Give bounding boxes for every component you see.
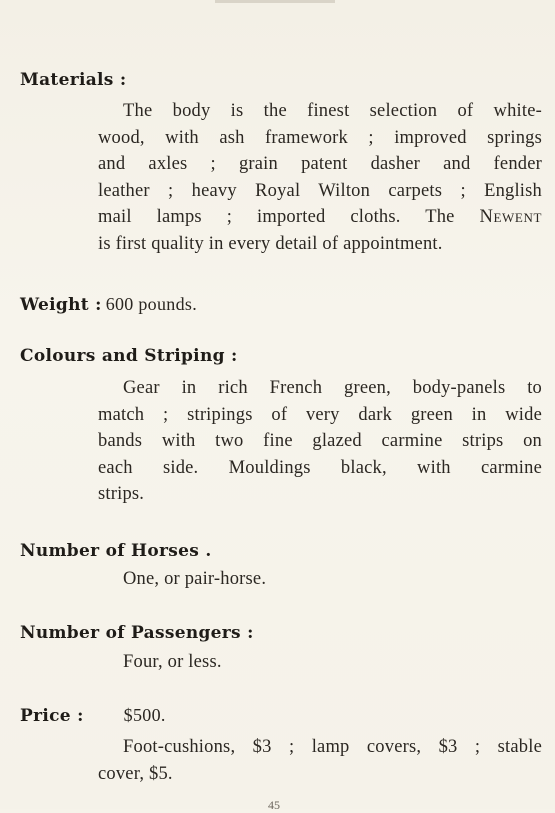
materials-line-2: wood, with ash framework ; improved springs (98, 127, 542, 148)
materials-line-6: is first quality in every detail of appointment. (98, 233, 443, 254)
passengers-heading: Number of Passengers : (20, 623, 254, 643)
colours-heading: Colours and Striping : (20, 346, 238, 366)
colours-paragraph (98, 375, 542, 508)
colours-line-4: each side. Mouldings black, with carmine (98, 457, 542, 478)
materials-line-5-text: mail lamps ; imported cloths. The (98, 207, 455, 227)
page-number: 45 (268, 798, 280, 812)
weight-heading: Weight : (20, 295, 102, 315)
colours-line-5: strips. (98, 484, 145, 504)
weight-row (20, 294, 197, 315)
materials-heading: Materials : (20, 70, 127, 90)
price-row (20, 705, 166, 726)
top-edge-mark (215, 0, 335, 3)
materials-line-4: leather ; heavy Royal Wilton carpets ; English (98, 180, 542, 201)
price-line-2: cover, $5. (98, 763, 173, 784)
colours-line-3: bands with two fine glazed carmine strips on (98, 431, 542, 451)
price-line-1: Foot-cushions, $3 ; lamp covers, $3 ; stable (123, 737, 542, 757)
brand-name: Newent (479, 207, 542, 227)
colours-line-2: match ; stripings of very dark green in wide (98, 404, 542, 425)
materials-line-5 (98, 204, 542, 231)
price-paragraph (98, 734, 542, 787)
passengers-paragraph (98, 649, 542, 676)
materials-line-3: and axles ; grain patent dasher and fender (98, 154, 542, 174)
price-value: $500. (123, 705, 166, 725)
materials-paragraph (98, 98, 542, 257)
horses-line-1: One, or pair-horse. (123, 569, 267, 589)
price-heading: Price : (20, 706, 84, 726)
horses-heading: Number of Horses . (20, 541, 212, 561)
materials-line-1: The body is the finest selection of white- (123, 101, 542, 121)
horses-paragraph (98, 566, 542, 593)
colours-line-1: Gear in rich French green, body-panels to (123, 378, 542, 398)
weight-value: 600 pounds. (105, 294, 197, 314)
passengers-line-1: Four, or less. (123, 652, 222, 672)
